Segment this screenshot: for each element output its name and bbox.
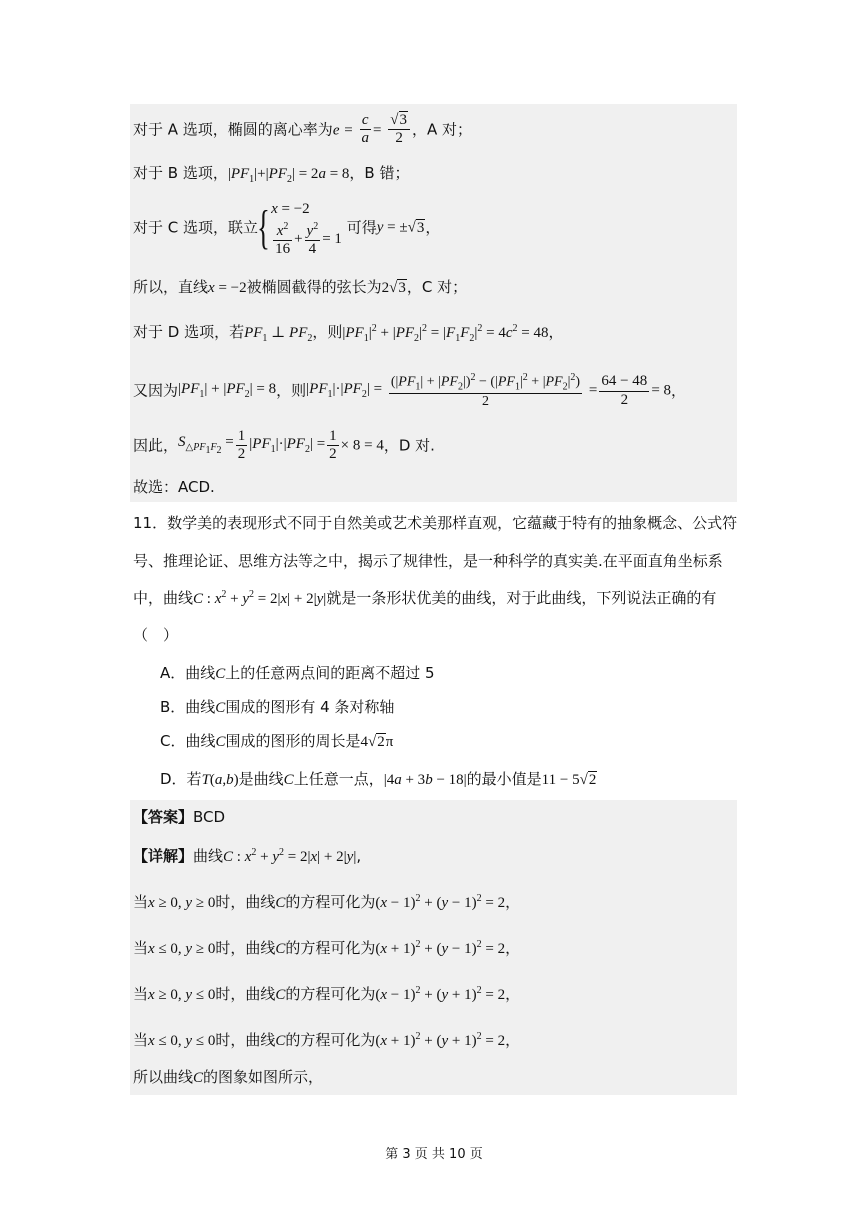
question-11-line-1: 11．数学美的表现形式不同于自然美或艺术美那样直观，它蕴藏于特有的抽象概念、公式符 <box>133 514 738 532</box>
solution-answer: 故选：ACD. <box>133 478 215 496</box>
page-footer: 第 3 页 共 10 页 <box>385 1147 483 1162</box>
solution-line-option-a: 对于 A 选项，椭圆的离心率为e = $\frac{c}{a}$ = $\frac{√3}{2}$ ，A 对； <box>133 112 473 147</box>
solution-line-option-c: 对于 C 选项，联立{ x = −2 $\frac{x^2}{16}$ + $\frac{y^2}{4}$ = 1 可得y = ±√3， <box>133 201 441 257</box>
solution-line-chord: 所以，直线x = −2被椭圆截得的弦长为2√3，C 对； <box>133 278 468 296</box>
option-c: C．曲线C围成的图形的周长是4√2π <box>160 732 394 750</box>
option-d: D．若T(a,b)是曲线C上任意一点，|4a + 3b − 18|的最小值是11 − 5√2 <box>160 770 597 788</box>
question-11-line-3: 中，曲线C : $x^2 + y^2 = 2|x| + 2|y|$就是一条形状优美的曲线，对于此曲线，下列说法正确的有 <box>133 589 717 607</box>
solution-line-also: 又因为$|PF_1| + |PF_2| = 8$，则$|PF_1|\cdot|PF_2|$ = $\frac{(|PF_1| + |PF_2|)^2 - (|PF_1|^2 + |PF_2|^2)}{2}$ = $\frac{64 - 48}{2}$ = 8， <box>133 372 687 409</box>
solution-line-option-b: 对于 B 选项，$|PF_1|+|PF_2| = 2a = 8$，B 错； <box>133 164 410 185</box>
solution-11-detail: 【详解】曲线C : $x^2 + y^2 = 2|x| + 2|y|$, <box>133 847 362 865</box>
option-a: A．曲线C上的任意两点间的距离不超过 5 <box>160 664 435 682</box>
question-11-blank: （ ） <box>133 626 179 644</box>
solution-11-conclusion: 所以曲线C的图象如图所示， <box>133 1068 324 1086</box>
solution-11-answer: 【答案】BCD <box>133 808 226 826</box>
solution-11-case-3: 当x ≥ 0, y ≤ 0时，曲线C的方程可化为$(x - 1)^2 + (y + 1)^2 = 2$， <box>133 985 521 1003</box>
question-11-line-2: 号、推理论证、思维方法等之中，揭示了规律性，是一种科学的真实美.在平面直角坐标系 <box>133 552 723 570</box>
solution-11-case-4: 当x ≤ 0, y ≤ 0时，曲线C的方程可化为$(x + 1)^2 + (y + 1)^2 = 2$， <box>133 1031 521 1049</box>
solution-11-case-1: 当x ≥ 0, y ≥ 0时，曲线C的方程可化为$(x - 1)^2 + (y - 1)^2 = 2$， <box>133 893 521 911</box>
solution-line-therefore: 因此，$S_{\triangle PF_1F_2}$ = $\frac{1}{2}$ $|PF_1|\cdot|PF_2|$ = $\frac{1}{2}$ × 8 = 4，D 对. <box>133 428 435 463</box>
solution-line-option-d: 对于 D 选项，若$PF_1$ ⊥ $PF_2$，则$|PF_1|^2 + |PF_2|^2 = |F_1F_2|^2 = 4c^2 = 48$， <box>133 323 564 344</box>
solution-11-case-2: 当x ≤ 0, y ≥ 0时，曲线C的方程可化为$(x + 1)^2 + (y - 1)^2 = 2$， <box>133 939 521 957</box>
option-b: B．曲线C围成的图形有 4 条对称轴 <box>160 698 395 716</box>
